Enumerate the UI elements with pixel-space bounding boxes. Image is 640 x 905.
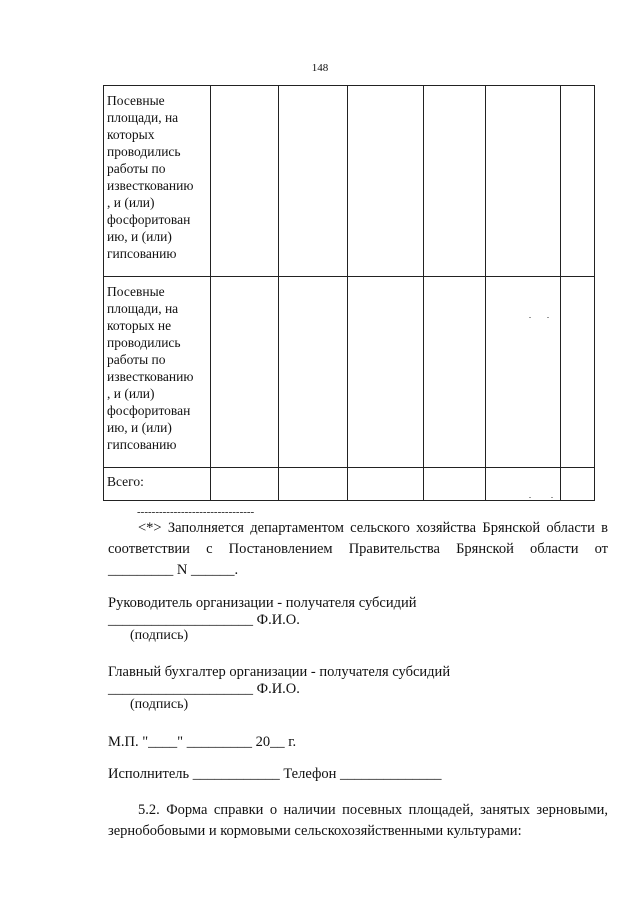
table-row [104,277,595,468]
table-cell [348,277,424,468]
table-cell [211,468,279,501]
accountant-title: Главный бухгалтер организации - получателя субсидий [108,664,451,680]
table-cell [279,277,348,468]
row-label: Посевные площади, на которых не проводились работы по известкованию , и (или) фосфоритован ию, и (или) гипсованию [104,277,211,468]
table-row [104,86,595,277]
table-cell [279,468,348,501]
table-cell [348,86,424,277]
table-cell [211,277,279,468]
footnote-line: <*> Заполняется департаментом сельского хозяйства Брянской области в [138,520,608,536]
scan-speck [529,497,531,498]
table-cell [424,277,486,468]
accountant-signature-line: ____________________ Ф.И.О. [108,681,300,697]
head-signature-line: ____________________ Ф.И.О. [108,612,300,628]
table-cell [561,277,595,468]
row-label: Посевные площади, на которых проводились работы по известкованию , и (или) фосфоритован ию, и (или) гипсованию [104,86,211,277]
scan-speck [529,317,531,318]
scan-speck [551,497,553,498]
footnote-line: _________ N ______. [108,562,239,578]
section-heading [108,800,608,842]
stamp-date-line: М.П. "____" _________ 20__ г. [108,734,297,750]
executor-line: Исполнитель ____________ Телефон ______________ [108,766,442,782]
table-cell [486,468,561,501]
page-number: 148 [311,62,329,74]
data-table [103,85,595,501]
footnote-text [108,518,608,581]
table-cell [486,86,561,277]
scan-speck [547,317,549,318]
table-cell [211,86,279,277]
section-line: 5.2. Форма справки о наличии посевных площадей, занятых зерновыми, [138,802,608,818]
table-cell [424,86,486,277]
table-cell [279,86,348,277]
head-signature-caption: (подпись) [130,628,189,643]
section-line: зернобобовыми и кормовыми сельскохозяйственными культурами: [108,823,522,839]
table-cell [561,86,595,277]
table-cell [486,277,561,468]
footnote-line: соответствии с Постановлением Правительства Брянской области от [108,541,608,557]
footnote-separator: -------------------------------- [137,506,255,518]
row-label: Всего: [104,468,211,501]
accountant-signature-caption: (подпись) [130,697,189,712]
table-cell [424,468,486,501]
table-cell [561,468,595,501]
table-cell [348,468,424,501]
table-row-total [104,468,595,501]
head-title: Руководитель организации - получателя субсидий [108,595,417,611]
